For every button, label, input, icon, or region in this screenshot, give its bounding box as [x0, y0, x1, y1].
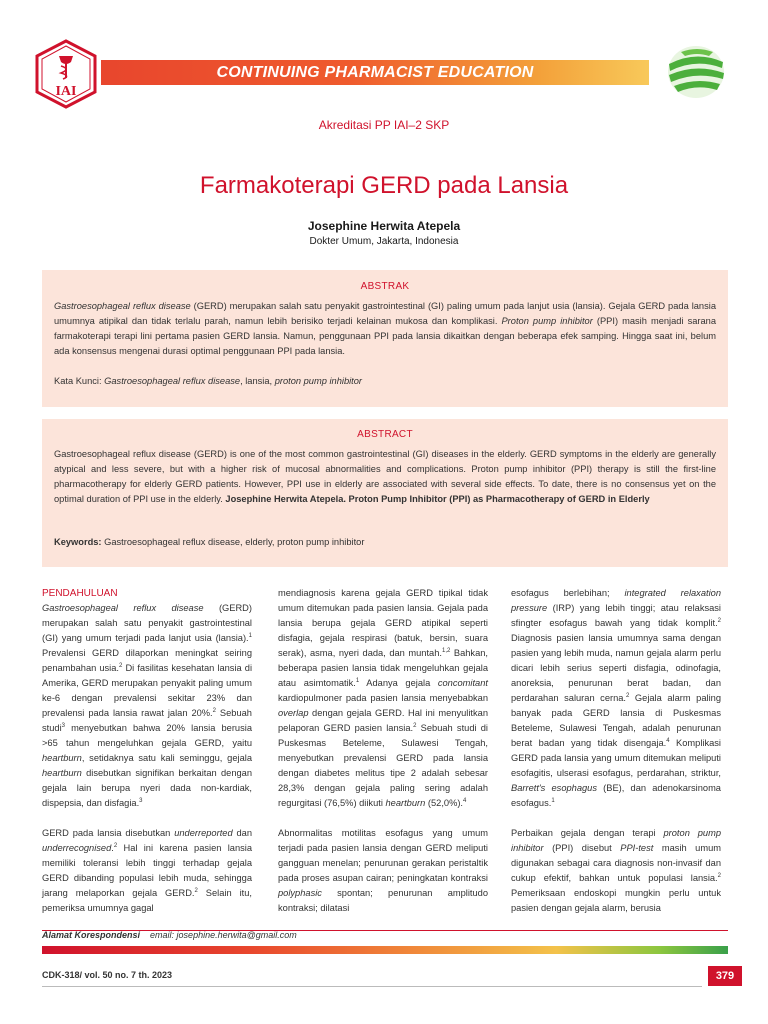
abstract-text: Gastroesophageal reflux disease (GERD) is one of the most common gastrointestinal (GI) diseases in the elderly. GERD symptoms in the elderly are generally atypical and less severe, but with a higher risk of mucosal abnormalities and complications. Proton pump inhibitor (PPI) therapy is still the first-line pharmacotherapy for elderly GERD patients. However, PPI use in elderly are associated with several side effects. To date, there is no consensus yet on the optimal duration of PPI use in the elderly. Josephine Herwita Atepela. Proton Pump Inhibitor (PPI) as Pharmacotherapy of GERD in Elderly [54, 449, 716, 504]
body-column-2 [278, 586, 488, 916]
abstrak-keywords: Kata Kunci: Gastroesophageal reflux disease, lansia, proton pump inhibitor [54, 376, 363, 386]
footer-rule [42, 986, 702, 987]
author-affiliation: Dokter Umum, Jakarta, Indonesia [309, 236, 459, 247]
paragraph: Gastroesophageal reflux disease (GERD) merupakan salah satu penyakit gastrointestinal (GI) yang umum terjadi pada lanjut usia (lansia).$^1$ Prevalensi GERD dilaporkan meningkat seiring penambahan usia.$^2$ Di fasilitas kesehatan lansia di Amerika, GERD merupakan penyakit paling umum ke-6 dengan prevalensi sekitar 23% dan prevalensi pada lansia rawat jalan 20%.$^2$ Sebuah studi$^3$ menyebutkan bahwa 20% lansia berusia >65 tahun mengeluhkan gejala GERD, yaitu heartburn, setidaknya satu kali seminggu, gejala heartburn disebutkan signifikan berkaitan dengan gejala lain berupa nyeri dada non-kardiak, dispepsia, dan disfagia.$^3$ [42, 603, 253, 808]
paragraph: esofagus berlebihan; integrated relaxation pressure (IRP) yang lebih tinggi; atau relaksasi sfingter esofagus bawah yang tidak komplit.$^2$ Diagnosis pasien lansia umumnya sama dengan pasien yang lebih muda, namun gejala alarm perlu dicari lebih serius seperti disfagia, odinofagia, anoreksia, penurunan berat badan, dan perdarahan saluran cerna.$^2$ Gejala alarm paling banyak pada GERD lansia di Puskesmas Beteleme, Sulawesi Tengah, adalah penurunan berat badan yang tidak disengaja.$^4$ Komplikasi GERD pada lansia yang umum ditemukan meliputi esofagitis, ulserasi esofagus, perdarahan, striktur, Barrett's esophagus (BE), dan adenokarsinoma esofagus.$^1$ [511, 588, 721, 808]
body-column-1 [42, 586, 252, 916]
abstrak-heading: ABSTRAK [360, 281, 410, 292]
logo-text: IAI [55, 84, 77, 99]
color-stripe [42, 946, 728, 954]
section-heading: PENDAHULUAN [42, 588, 118, 599]
abstract-box [42, 419, 728, 567]
page-number: 379 [708, 966, 742, 986]
paragraph: Abnormalitas motilitas esofagus yang umum terjadi pada pasien lansia dengan GERD meliputi gangguan menelan; penurunan gerakan peristaltik pada proses asupan cairan; peningkatan kontraksi polyphasic spontan; penurunan amplitudo kontraksi; dilatasi [278, 828, 488, 913]
article-title: Farmakoterapi GERD pada Lansia [199, 172, 569, 199]
author-name: Josephine Herwita Atepela [307, 219, 461, 233]
correspondence [42, 930, 297, 940]
journal-citation: CDK-318/ vol. 50 no. 7 th. 2023 [42, 970, 173, 980]
correspondence-email[interactable]: email: josephine.herwita@gmail.com [150, 930, 297, 940]
green-globe-logo [665, 44, 727, 100]
paragraph: Perbaikan gejala dengan terapi proton pump inhibitor (PPI) disebut PPI-test masih umum digunakan sebagai cara diagnosis non-invasif dan cukup efektif, bahkan untuk populasi lansia.$^2$ Pemeriksaan endoskopi mungkin perlu untuk pasien dengan gejala alarm, berusia [511, 828, 722, 913]
body-column-3 [511, 586, 721, 916]
series-title: CONTINUING PHARMACIST EDUCATION [216, 64, 534, 81]
abstrak-text: Gastroesophageal reflux disease (GERD) merupakan salah satu penyakit gastrointestinal (GI) paling umum pada lanjut usia (lansia). Gejala GERD pada lansia umumnya atipikal dan tidak terlalu parah, namun lebih berisiko terjadi kelainan mukosa dan komplikasi. Proton pump inhibitor (PPI) masih menjadi sarana farmakoterapi terapi lini pertama pasien GERD lansia. Namun, penggunaan PPI pada lansia dikaitkan dengan beberapa efek samping. Hingga saat ini, belum ada konsensus mengenai durasi optimal penggunaan PPI pada lansia. [54, 301, 716, 356]
abstract-heading: ABSTRACT [357, 429, 413, 440]
correspondence-label: Alamat Korespondensi [42, 930, 141, 940]
iai-logo [30, 38, 102, 110]
paragraph: GERD pada lansia disebutkan underreported dan underrecognised.$^2$ Hal ini karena pasien lansia memiliki toleransi lebih tinggi terhadap gejala GERD dibanding populasi lebih muda, sehingga jarang melaporkan gejala GERD.$^2$ Selain itu, pemeriksa umumnya gagal [42, 828, 252, 913]
accreditation-note: Akreditasi PP IAI–2 SKP [318, 118, 450, 132]
abstrak-box [42, 270, 728, 407]
abstract-keywords: Keywords: Gastroesophageal reflux disease, elderly, proton pump inhibitor [54, 537, 365, 547]
paragraph: mendiagnosis karena gejala GERD tipikal tidak umum ditemukan pada pasien lansia. Gejala pada lansia berupa gejala GERD atipikal seperti disfagia, gejala respirasi (batuk, bersin, suara serak), asma, nyeri dada, dan muntah.$^{1,2}$ Bahkan, beberapa pasien lansia tidak mengeluhkan gejala atau asimtomatik.$^1$ Adanya gejala concomitant kardiopulmoner pada pasien lansia menyebabkan overlap dengan gejala GERD. Hal ini menyulitkan pelaporan GERD pasien lansia.$^2$ Sebuah studi di Puskesmas Beteleme, Sulawesi Tengah, menyebutkan prevalensi GERD pada lansia dengan diabetes melitus tipe 2 adalah sebesar 28,3% dengan gejala paling sering adalah regurgitasi (76,5%) diikuti heartburn (52,0%).$^4$ [278, 588, 488, 808]
